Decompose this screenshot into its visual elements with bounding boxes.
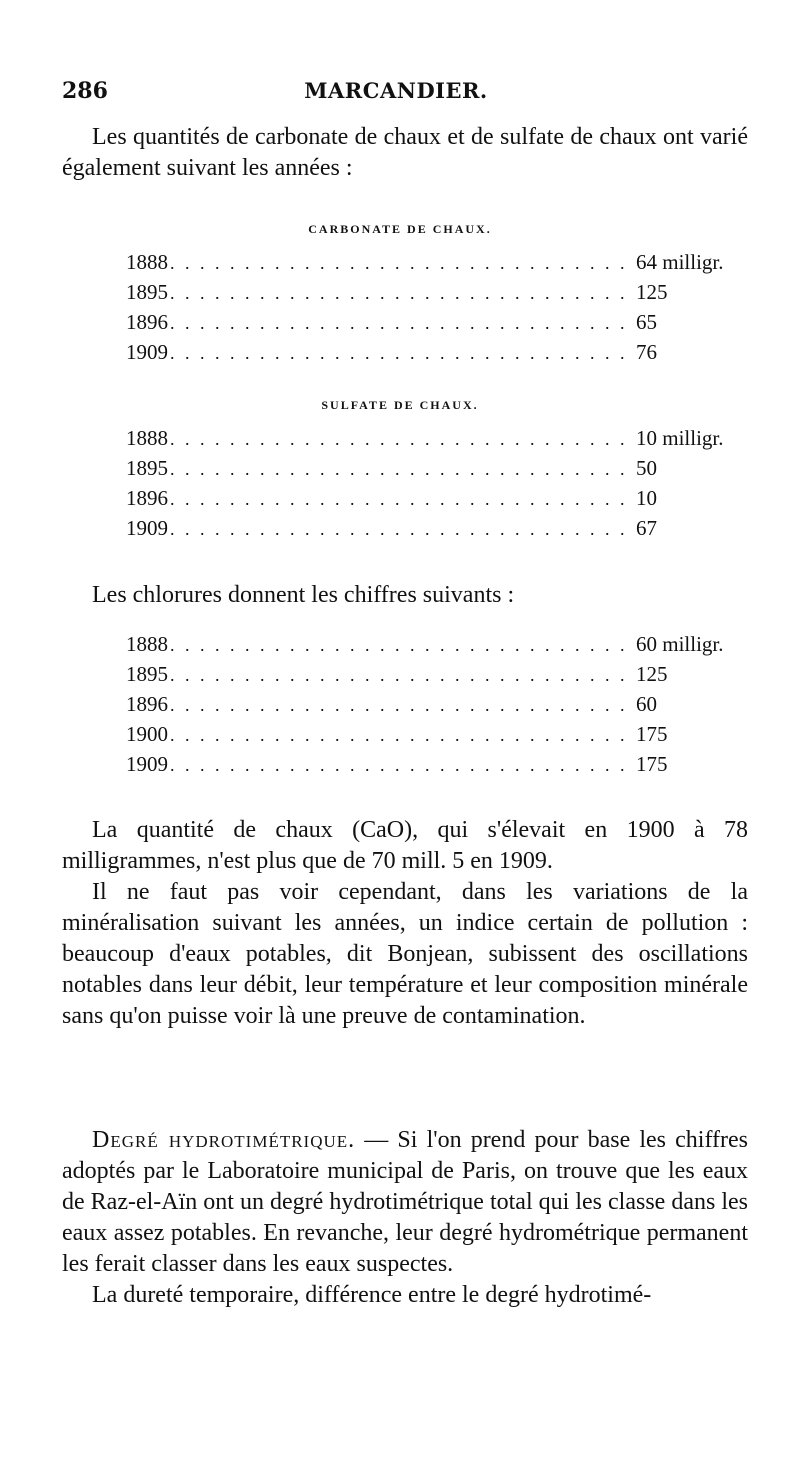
table-row: 1895 . . . 50 — [126, 456, 776, 486]
table-row: 1888 . . . 60 milligr. — [126, 632, 776, 662]
page-header — [62, 78, 730, 108]
chlorures-table — [126, 632, 776, 782]
section-heading: Degré hydrotimétrique. — [92, 1127, 356, 1153]
table-row: 1888 . . . 10 milligr. — [126, 426, 776, 456]
carbonate-table-title: CARBONATE DE CHAUX. — [308, 222, 492, 236]
table-row: 1909 . . . 67 — [126, 516, 776, 546]
durete-paragraph: La dureté temporaire, différence entre le degré hydrotimé- — [92, 1282, 652, 1308]
sulfate-table — [126, 426, 776, 546]
table-row: 1895 . . . 125 — [126, 280, 776, 310]
chlorures-intro: Les chlorures donnent les chiffres suivants : — [92, 582, 515, 608]
intro-paragraph: Les quantités de carbonate de chaux et de sulfate de chaux ont varié également suivant les années : — [62, 124, 748, 181]
variations-paragraph: Il ne faut pas voir cependant, dans les variations de la minéralisation suivant les années, un indice certain de pollution : beaucoup d'eaux potables, dit Bonjean, subissent des oscillations notables dans leur débit, leur température et leur composition minérale sans qu'on puisse voir là une preuve de contamination. — [62, 879, 748, 1029]
chaux-paragraph: La quantité de chaux (CaO), qui s'élevait en 1900 à 78 milligrammes, n'est plus que de 70 mill. 5 en 1909. Il ne faut pas voir cependant, dans les variations de la minéralisation suivant les années, un indice certain de pollution : beaucoup d'eaux potables, dit Bonjean, subissent des oscillations notables dans leur débit, leur température et leur composition minérale sans qu'on puisse voir là une preuve de contamination. — [62, 815, 748, 1032]
table-row: 1909 . . . 175 — [126, 752, 776, 782]
carbonate-table — [126, 250, 776, 370]
sulfate-table-title: SULFATE DE CHAUX. — [321, 398, 479, 412]
table-row: 1909 . . . 76 — [126, 340, 776, 370]
table-row: 1900 . . . 175 — [126, 722, 776, 752]
page-number: 286 — [62, 78, 108, 104]
table-row: 1896 . . . 10 — [126, 486, 776, 516]
table-row: 1895 . . . 125 — [126, 662, 776, 692]
running-title: MARCANDIER. — [304, 78, 488, 103]
table-row: 1896 . . . 60 — [126, 692, 776, 722]
table-row: 1888 . . . 64 milligr. — [126, 250, 776, 280]
table-row: 1896 . . . 65 — [126, 310, 776, 340]
degre-paragraph: Degré hydrotimétrique. — Si l'on prend pour base les chiffres adoptés par le Laboratoire municipal de Paris, on trouve que les eaux de Raz-el-Aïn ont un degré hydrotimétrique total qui les classe dans les eaux assez potables. En revanche, leur degré hydrométrique permanent les ferait classer dans les eaux suspectes. La dureté temporaire, différence entre le degré hydrotimé- — [62, 1125, 748, 1311]
